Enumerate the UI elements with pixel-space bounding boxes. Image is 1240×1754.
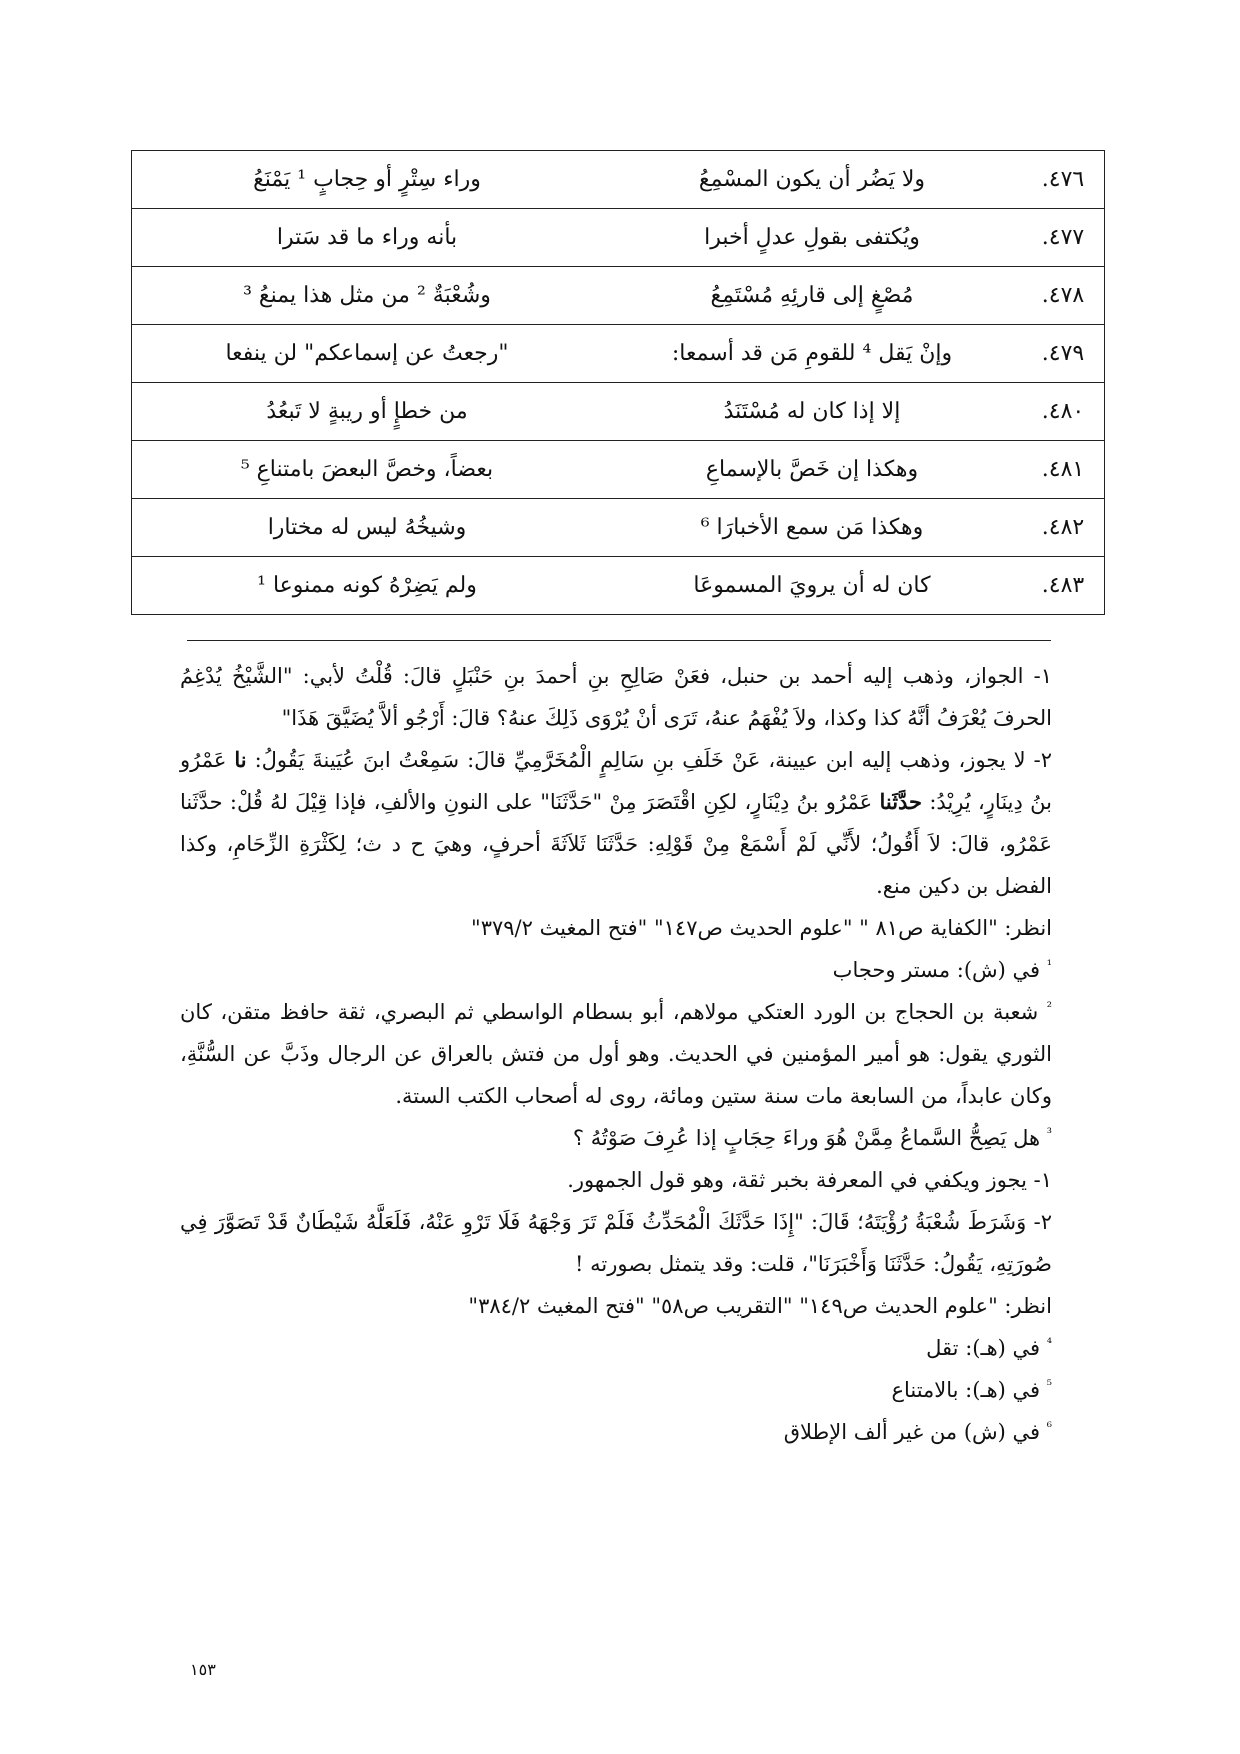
verse-number: ٤٨٢.: [1022, 499, 1105, 557]
verse-row: [132, 441, 1105, 499]
note-paragraph: انظر: "الكفاية ص٨١ " "علوم الحديث ص١٤٧" "فتح المغيث ٣٧٩/٢": [471, 916, 1052, 940]
note-paragraph: ٢- وَشَرَطَ شُعْبَةُ رُؤْيَتَهُ؛ قَالَ: "إِذَا حَدَّثَكَ الْمُحَدِّثُ فَلَمْ تَرَ وَجْهَهُ فَلَا تَرْوِ عَنْهُ، فَلَعَلَّهُ شَيْطَانٌ قَدْ تَصَوَّرَ فِي صُورَتِهِ، يَقُولُ: حَدَّثَنَا وَأَخْبَرَنَا"، قلت: وقد يتمثل بصورته !: [180, 1210, 1052, 1276]
verse-row: [132, 383, 1105, 441]
verse-number: ٤٧٩.: [1022, 325, 1105, 383]
footnote-4: $^{^4}$ في (هـ): تقل: [926, 1336, 1052, 1360]
verse-second-hemistich: بأنه وراء ما قد سَترا: [132, 209, 603, 267]
footnote-5: $^{^5}$ في (هـ): بالامتناع: [891, 1378, 1052, 1402]
verse-row: [132, 151, 1105, 209]
verse-row: [132, 267, 1105, 325]
footnote-6: $^{^6}$ في (ش) من غير ألف الإطلاق: [783, 1420, 1052, 1444]
verse-row: [132, 499, 1105, 557]
footnotes: [180, 655, 1052, 1453]
note-paragraph: ١- يجوز ويكفي في المعرفة بخبر ثقة، وهو قول الجمهور.: [567, 1168, 1052, 1192]
verse-second-hemistich: بعضاً، وخصَّ البعضَ بامتناعِ ⁵: [132, 441, 603, 499]
footnote-separator: [187, 640, 1051, 641]
page-number: ١٥٣: [190, 1660, 216, 1679]
verse-first-hemistich: ولا يَضُر أن يكون المسْمِعُ: [602, 151, 1022, 209]
verse-first-hemistich: إلا إذا كان له مُسْتَنَدُ: [602, 383, 1022, 441]
verse-number: ٤٨١.: [1022, 441, 1105, 499]
verse-number: ٤٧٨.: [1022, 267, 1105, 325]
verse-first-hemistich: ويُكتفى بقولِ عدلٍ أخبرا: [602, 209, 1022, 267]
verse-first-hemistich: وإنْ يَقل ⁴ للقومِ مَن قد أسمعا:: [602, 325, 1022, 383]
verse-second-hemistich: ولم يَضِرْهُ كونه ممنوعا ¹: [132, 557, 603, 615]
verse-row: [132, 325, 1105, 383]
verse-second-hemistich: "رجعتُ عن إسماعكم" لن ينفعا: [132, 325, 603, 383]
verse-first-hemistich: وهكذا إن خَصَّ بالإسماعِ: [602, 441, 1022, 499]
footnote-1: $^{^1}$ في (ش): مستر وحجاب: [832, 958, 1052, 982]
note-paragraph: ٢- لا يجوز، وذهب إليه ابن عيينة، عَنْ خَلَفِ بنِ سَالِمٍ الْمُخَرَّمِيِّ قالَ: سَمِعْتُ ابنَ عُيَينةَ يَقُولُ: نا عَمْرُو بنُ دِينَارٍ، يُرِيْدُ: حدَّثَنا عَمْرُو بنُ دِيْنَارٍ، لكِنِ اقْتَصَرَ مِنْ "حَدَّثَنَا" على النونِ والألفِ، فإذا قِيْلَ لهُ قُلْ: حدَّثَنا عَمْرُو، قالَ: لاَ أَقُولُ؛ لأَنِّي لَمْ أَسْمَعْ مِنْ قَوْلِهِ: حَدَّثَنَا ثَلاَثَةَ أحرفٍ، وهيَ ح د ث؛ لِكَثْرَةِ الزِّحَامِ، وكذا الفضل بن دكين منع.: [180, 747, 1052, 898]
verse-second-hemistich: من خطإٍ أو ريبةٍ لا تَبعُدُ: [132, 383, 603, 441]
footnote-3: $^{^3}$ هل يَصِحُّ السَّماعُ مِمَّنْ هُوَ وراءَ حِجَابٍ إذا عُرِفَ صَوْتُهُ ؟: [572, 1126, 1052, 1150]
verse-row: [132, 557, 1105, 615]
verse-number: ٤٧٦.: [1022, 151, 1105, 209]
verse-second-hemistich: وشيخُهُ ليس له مختارا: [132, 499, 603, 557]
verse-table: [131, 150, 1105, 615]
verse-second-hemistich: وراء سِتْرٍ أو حِجابٍ ¹ يَمْنَعُ: [132, 151, 603, 209]
verse-number: ٤٧٧.: [1022, 209, 1105, 267]
footnote-2: $^{^2}$ شعبة بن الحجاج بن الورد العتكي مولاهم، أبو بسطام الواسطي ثم البصري، ثقة حافظ متقن، كان الثوري يقول: هو أمير المؤمنين في الحديث. وهو أول من فتش بالعراق عن الرجال وذَبَّ عن السُّنَّةِ، وكان عابداً، من السابعة مات سنة ستين ومائة، روى له أصحاب الكتب الستة.: [180, 1000, 1052, 1108]
note-paragraph: ١- الجواز، وذهب إليه أحمد بن حنبل، فعَنْ صَالِحِ بنِ أحمدَ بنِ حَنْبَلٍ قالَ: قُلْتُ لأبي: "الشَّيْخُ يُدْغِمُ الحرفَ يُعْرَفُ أنَّهُ كذا وكذا، ولاَ يُفْهَمُ عنهُ، تَرَى أنْ يُرْوَى ذَلِكَ عنهُ؟ قالَ: أَرْجُو ألاَّ يُضَيَّقَ هَذَا": [180, 664, 1052, 730]
verse-row: [132, 209, 1105, 267]
verse-number: ٤٨٣.: [1022, 557, 1105, 615]
note-paragraph: انظر: "علوم الحديث ص١٤٩" "التقريب ص٥٨" "فتح المغيث ٣٨٤/٢": [468, 1294, 1052, 1318]
verse-first-hemistich: كان له أن يرويَ المسموعَا: [602, 557, 1022, 615]
verse-second-hemistich: وشُعْبَةٌ ² من مثل هذا يمنعُ ³: [132, 267, 603, 325]
verse-first-hemistich: وهكذا مَن سمع الأخبارَا ⁶: [602, 499, 1022, 557]
verse-number: ٤٨٠.: [1022, 383, 1105, 441]
verse-first-hemistich: مُصْغٍ إلى قارئِهِ مُسْتَمِعُ: [602, 267, 1022, 325]
